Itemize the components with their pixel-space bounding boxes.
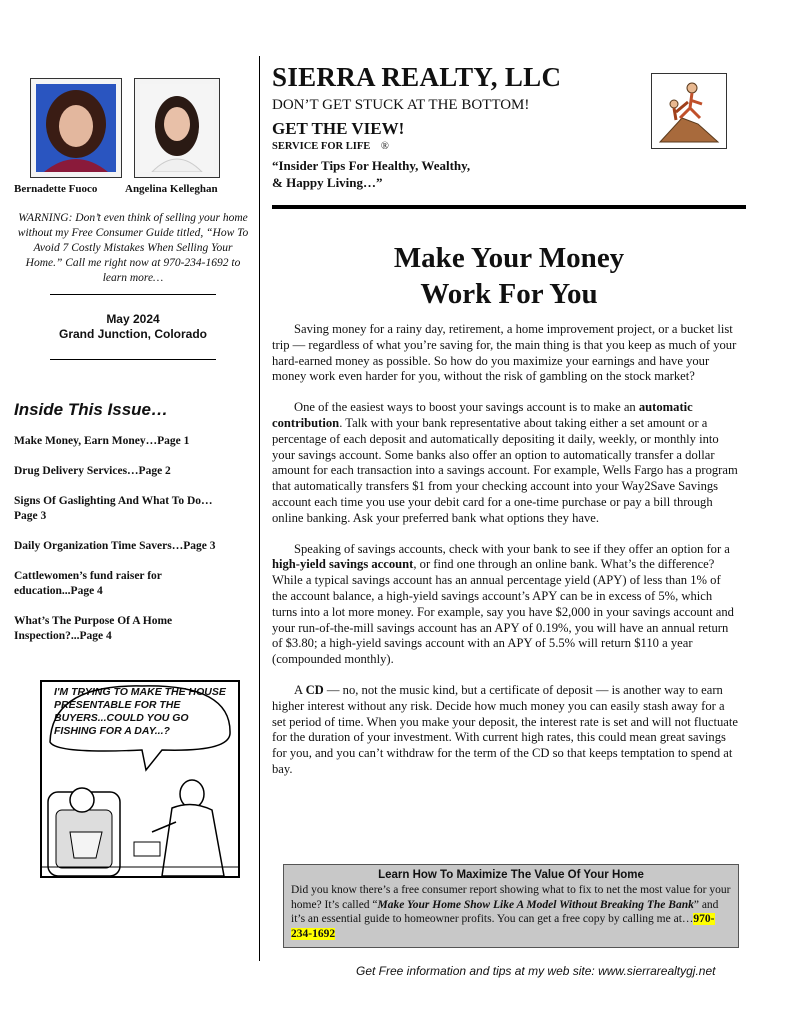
high-yield-term: high-yield savings account xyxy=(272,557,414,572)
logo xyxy=(651,73,727,149)
tagline-2: GET THE VIEW! xyxy=(272,119,405,138)
toc-item[interactable]: Drug Delivery Services…Page 2 xyxy=(14,465,171,477)
climbers-logo-icon xyxy=(652,74,726,148)
toc-item[interactable]: What’s The Purpose Of A Home Inspection?...Page 4 xyxy=(14,615,173,642)
toc-item[interactable]: Cattlewomen’s fund raiser for education...Page 4 xyxy=(14,570,162,597)
issue-date: May 2024 xyxy=(106,312,160,326)
paragraph-2: One of the easiest ways to boost your savings account is to make an automatic contribution. Talk with your bank representative about taking either a set amount or a percentage of each deposit and automatically depositing it daily, weekly, or monthly into your savings account. Some banks also offer an option to automatically transfer a dollar amount for each transaction into a savings account. For example, Wells Fargo has a program that automatically transfers $1 from your checking account into your Way2Save Savings account each time you use your debit card for a one-time purchase or pay a bill through online banking. Ask your preferred bank what options they have. xyxy=(272,400,738,525)
header-rule xyxy=(272,205,746,209)
company-name: SIERRA REALTY, LLC xyxy=(272,62,562,92)
sidebar-divider-1 xyxy=(50,294,216,295)
agent1-name: Bernadette Fuoco xyxy=(14,183,98,195)
footer-text[interactable]: Get Free information and tips at my web site: www.sierrarealtygj.net xyxy=(356,964,716,978)
promo-phone[interactable]: 970-234-1692 xyxy=(291,913,715,940)
article-title-line2: Work For You xyxy=(420,278,598,310)
column-divider xyxy=(259,56,260,961)
tagline-1: DON’T GET STUCK AT THE BOTTOM! xyxy=(272,97,530,113)
cd-term: CD xyxy=(305,682,324,697)
toc-item[interactable]: Make Money, Earn Money…Page 1 xyxy=(14,435,190,447)
cartoon-caption: I'M TRYING TO MAKE THE HOUSE PRESENTABLE FOR THE BUYERS...COULD YOU GO FISHING FOR A DAY...? xyxy=(54,686,226,737)
report-title: Make Your Home Show Like A Model Without Breaking The Bank xyxy=(377,898,694,911)
service-line xyxy=(272,141,389,152)
cartoon-drawing-icon xyxy=(42,682,238,876)
toc-item[interactable]: Daily Organization Time Savers…Page 3 xyxy=(14,540,216,552)
agent2-name: Angelina Kelleghan xyxy=(125,183,218,195)
automatic-contribution-term: automatic contribution xyxy=(272,400,693,430)
paragraph-3: Speaking of savings accounts, check with your bank to see if they offer an option for a high-yield savings account, or find one through an online bank. What’s the difference? While a typical savings account has an annual percentage yield (APY) of less than 1% of the account balance, a high-yield savings account’s APY can be in excess of 5%, which turns into a lot more money. For example, say you have $2,000 in your savings account and your run-of-the-mill savings account has an APY of 0.19%, you will have an annual return of $3.80; a high-yield savings account with an APY of 5.5% will return $110 a year (compounded monthly). xyxy=(272,541,734,667)
cartoon xyxy=(40,680,240,878)
article-title xyxy=(272,240,746,312)
agent1-portrait-icon xyxy=(36,84,116,172)
issue-location: Grand Junction, Colorado xyxy=(58,327,207,341)
article-title-line1: Make Your Money xyxy=(393,242,625,274)
promo-title: Learn How To Maximize The Value Of Your Home xyxy=(378,869,644,881)
warning-text: WARNING: Don’t even think of selling your home without my Free Consumer Guide titled, “How To Avoid 7 Costly Mistakes When Selling Your Home.” Call me right now at 970-234-1692 to learn more… xyxy=(17,212,249,284)
agent1-photo xyxy=(30,78,122,178)
toc-list xyxy=(14,434,250,644)
service-text: SERVICE FOR LIFE xyxy=(272,141,371,152)
registered-mark: ® xyxy=(380,141,389,152)
insider-tips: “Insider Tips For Healthy, Wealthy, & Happy Living…” xyxy=(272,158,471,190)
sidebar-divider-2 xyxy=(50,359,216,360)
paragraph-4: A CD — no, not the music kind, but a certificate of deposit — is another way to earn higher interest without any risk. Decide how much money you can easily stash away for a set period of time. When you make your deposit, the interest rate is set and will not fluctuate for the duration of your investment. With current high rates, this could mean great savings for you, and you can’t withdraw for the term of the CD so that keeps temptation to spend at bay. xyxy=(272,682,738,776)
promo-box xyxy=(283,864,739,948)
promo-text: Did you know there’s a free consumer report showing what to fix to net the most value for your home? It’s called “Make Your Home Show Like A Model Without Breaking The Bank” and it’s an essential guide to homeowner profits. You can get a free copy by calling me at…970-234-1692 xyxy=(291,884,731,940)
article-body xyxy=(272,322,738,778)
agent2-photo xyxy=(134,78,220,178)
paragraph-1: Saving money for a rainy day, retirement, a home improvement project, or a bucket list trip — regardless of what you’re saving for, the main thing is that you keep as much of your hard-earned money as possible. So how do you maximize your earnings and have your money work even harder for you, without the risk of gambling on the stock market? xyxy=(272,322,737,384)
inside-issue-title: Inside This Issue… xyxy=(14,400,168,419)
agent2-portrait-icon xyxy=(140,84,214,172)
toc-item[interactable]: Signs Of Gaslighting And What To Do…Page 3 xyxy=(14,495,213,522)
